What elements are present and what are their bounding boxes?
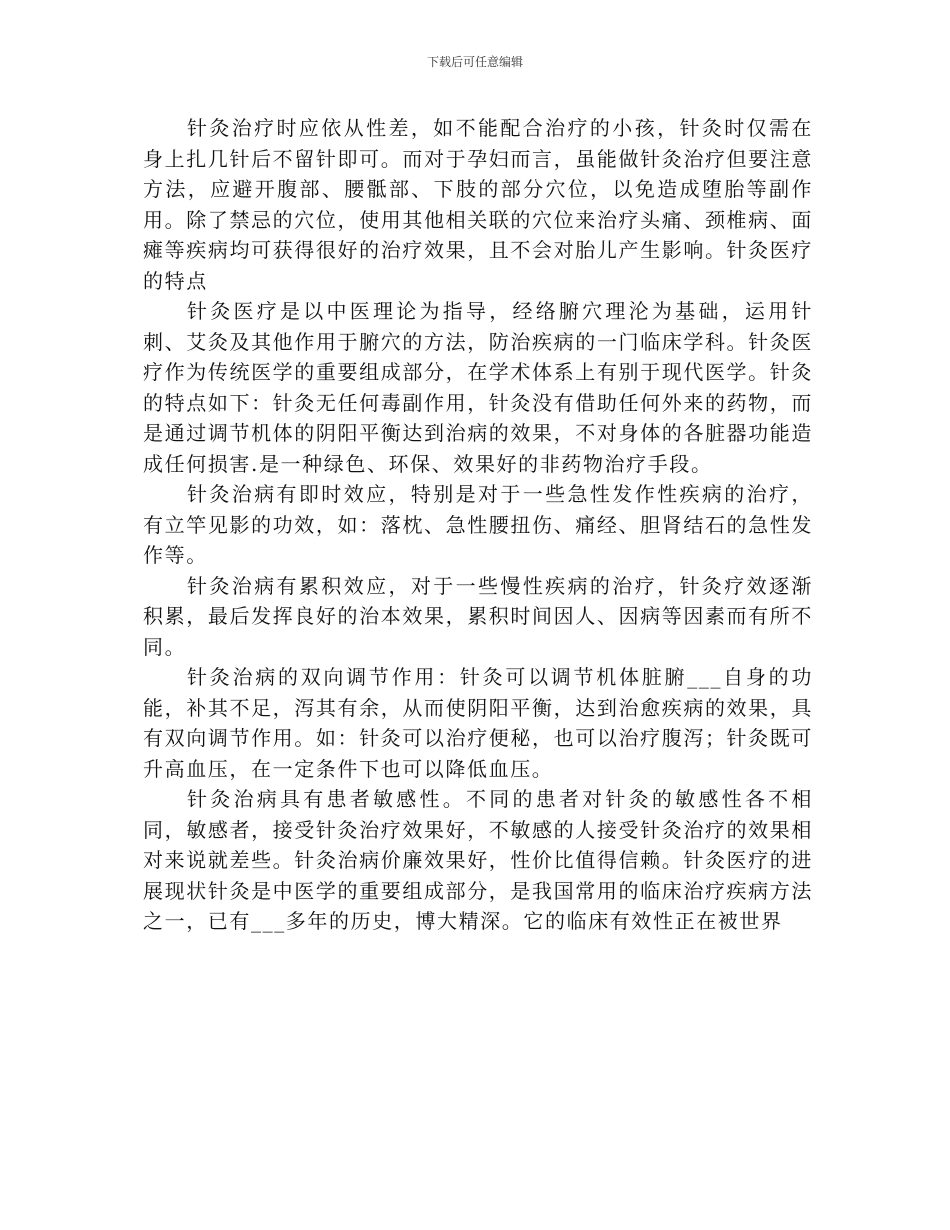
paragraph-2: 针灸医疗是以中医理论为指导，经络腑穴理沦为基础，运用针刺、艾灸及其他作用于腑穴的方法，防治疾病的一门临床学科。针灸医疗作为传统医学的重要组成部分，在学术体系上有别于现代医学。针灸的特点如下：针灸无任何毒副作用，针灸没有借助任何外来的药物，而是通过调节机体的阴阳平衡达到治病的效果，不对身体的各脏器功能造成任何损害.是一种绿色、环保、效果好的非药物治疗手段。 (143, 299, 813, 476)
paragraph-4: 针灸治病有累积效应，对于一些慢性疾病的治疗，针灸疗效逐渐积累，最后发挥良好的治本效果，累积时间因人、因病等因素而有所不同。 (143, 573, 813, 659)
paragraph-6: 针灸治病具有患者敏感性。不同的患者对针灸的敏感性各不相同，敏感者，接受针灸治疗效果好，不敏感的人接受针灸治疗的效果相对来说就差些。针灸治病价廉效果好，性价比值得信赖。针灸医疗的进展现状针灸是中医学的重要组成部分，是我国常用的临床治疗疾病方法之一，已有___多年的历史，博大精深。它的临床有效性正在被世界 (143, 787, 813, 933)
document-body (143, 113, 813, 937)
paragraph-3: 针灸治病有即时效应，特别是对于一些急性发作性疾病的治疗，有立竿见影的功效，如：落枕、急性腰扭伤、痛经、胆肾结石的急性发作等。 (143, 482, 813, 567)
paragraph-1: 针灸治疗时应依从性差，如不能配合治疗的小孩，针灸时仅需在身上扎几针后不留针即可。而对于孕妇而言，虽能做针灸治疗但要注意方法，应避开腹部、腰骶部、下肢的部分穴位，以免造成堕胎等副作用。除了禁忌的穴位，使用其他相关联的穴位来治疗头痛、颈椎病、面瘫等疾病均可获得很好的治疗效果，且不会对胎儿产生影响。针灸医疗的特点 (143, 116, 813, 293)
page-header: 下载后可任意编辑 (426, 55, 523, 69)
paragraph-5: 针灸治病的双向调节作用：针灸可以调节机体脏腑___自身的功能，补其不足，泻其有余，从而使阴阳平衡，达到治愈疾病的效果，具有双向调节作用。如：针灸可以治疗便秘，也可以治疗腹泻；针灸既可升高血压，在一定条件下也可以降低血压。 (143, 665, 813, 781)
